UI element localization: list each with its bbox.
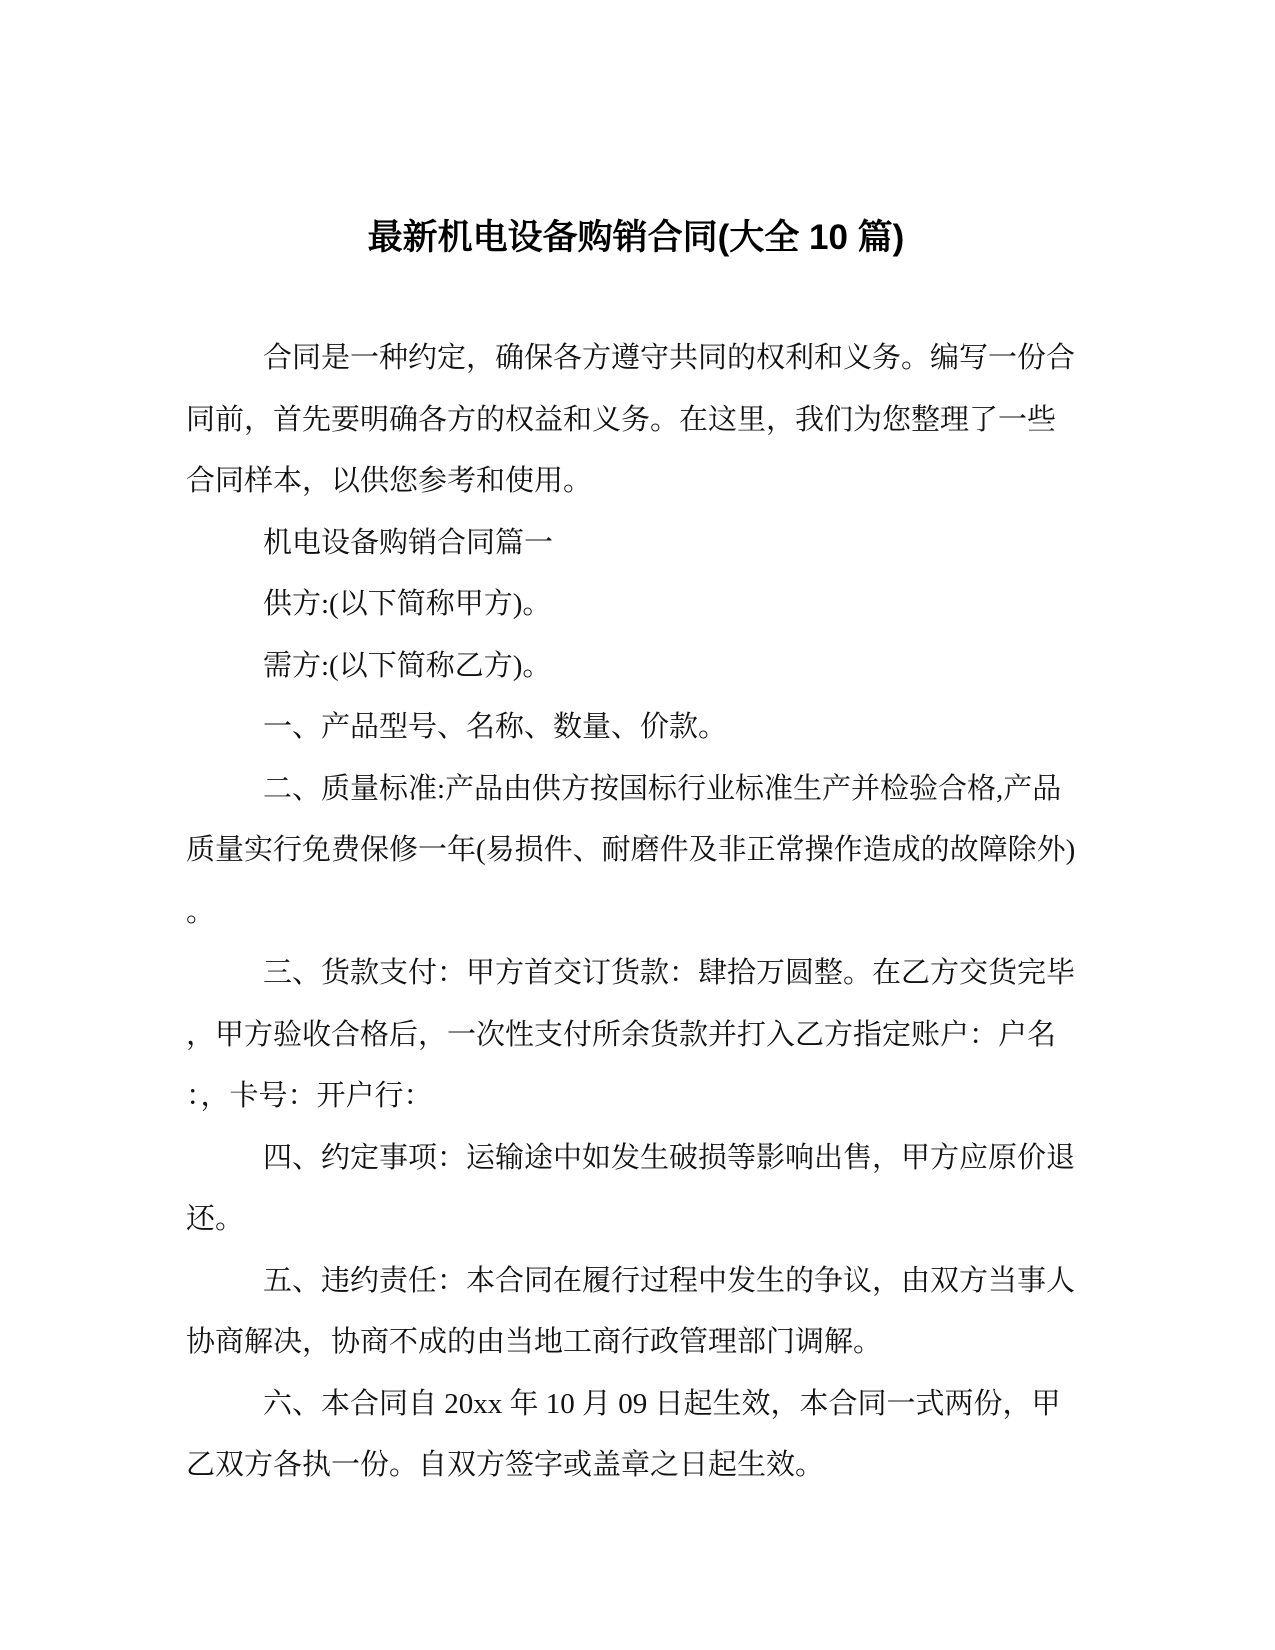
text-line: 质量实行免费保修一年(易损件、耐磨件及非正常操作造成的故障除外) xyxy=(186,834,1076,866)
text-line: 四、约定事项：运输途中如发生破损等影响出售，甲方应原价退 xyxy=(263,1141,1076,1174)
text-line: 需方:(以下简称乙方)。 xyxy=(263,649,552,682)
text-line: 合同是一种约定，确保各方遵守共同的权利和义务。编写一份合 xyxy=(263,342,1076,374)
text-line: ，甲方验收合格后，一次性支付所余货款并打入乙方指定账户：户名 xyxy=(186,1018,1057,1051)
text-line: 五、违约责任：本合同在履行过程中发生的争议，由双方当事人 xyxy=(263,1264,1076,1297)
text-line: 一、产品型号、名称、数量、价款。 xyxy=(263,711,728,743)
text-line: 乙双方各执一份。自双方签字或盖章之日起生效。 xyxy=(186,1449,825,1481)
text-line: 协商解决，协商不成的由当地工商行政管理部门调解。 xyxy=(186,1326,883,1358)
text-line: 三、货款支付：甲方首交订货款：肆拾万圆整。在乙方交货完毕 xyxy=(263,957,1076,989)
text-line: 六、本合同自 20xx 年 10 月 09 日起生效，本合同一式两份，甲 xyxy=(263,1387,1061,1420)
text-line: 二、质量标准:产品由供方按国标行业标准生产并检验合格,产品 xyxy=(263,772,1062,805)
document-title: 最新机电设备购销合同(大全 10 篇) xyxy=(367,218,905,257)
document-content xyxy=(186,0,1086,1497)
text-line: 机电设备购销合同篇一 xyxy=(263,526,554,559)
text-line: 供方:(以下简称甲方)。 xyxy=(263,588,552,620)
text-line: 。 xyxy=(186,895,216,928)
text-line: 同前，首先要明确各方的权益和义务。在这里，我们为您整理了一些 xyxy=(186,403,1057,436)
text-line: ：，卡号：开户行： xyxy=(186,1080,433,1112)
text-line: 还。 xyxy=(186,1203,245,1235)
document-body xyxy=(186,328,1086,1497)
text-line: 合同样本，以供您参考和使用。 xyxy=(186,465,593,497)
